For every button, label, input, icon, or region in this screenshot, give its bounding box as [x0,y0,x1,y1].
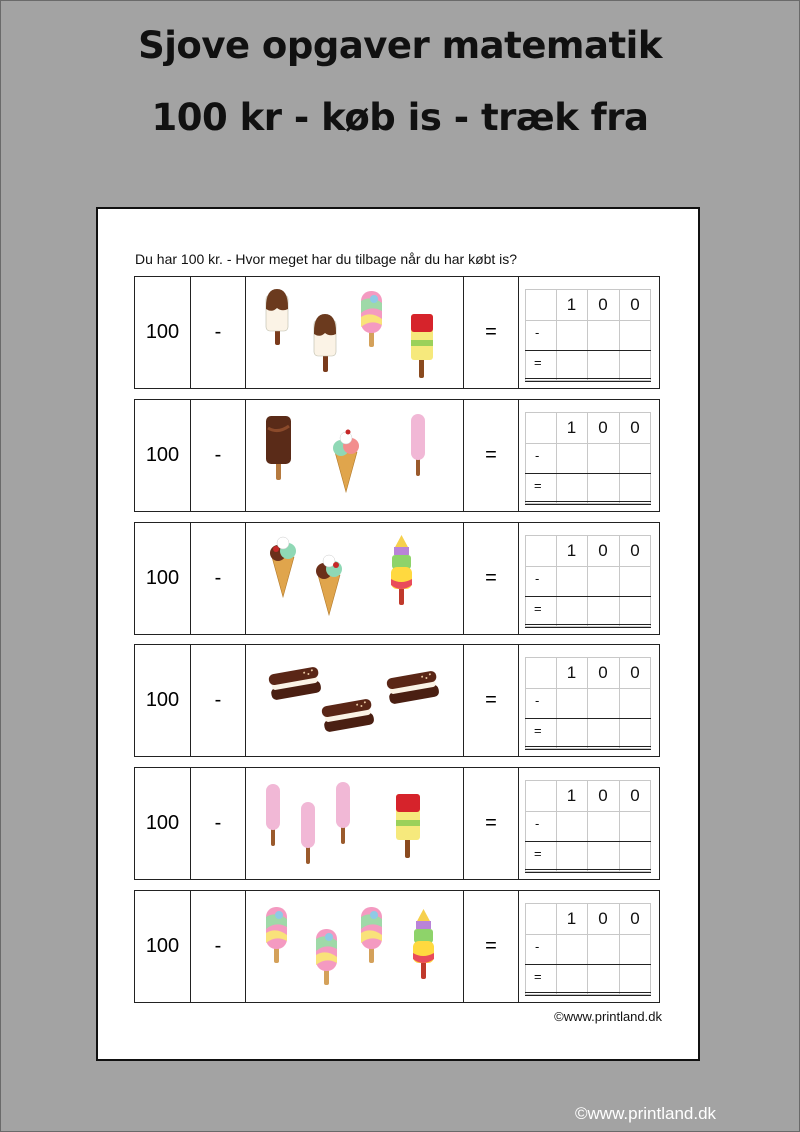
subtraction-grid [519,523,660,634]
rainbow-popsicle-icon [316,929,337,985]
ice-cream-sandwich-icon [321,698,375,732]
ice-cream-group [246,277,464,390]
minus-sign: - [191,645,246,756]
strawberry-lemon-popsicle-icon [411,314,433,378]
exercise-row [134,644,660,757]
grid-equals-sign: = [534,723,542,738]
start-amount: 100 [135,523,191,634]
equals-sign: = [464,277,519,388]
ones-digit: 0 [630,540,640,560]
start-amount: 100 [135,400,191,511]
ones-digit: 0 [630,908,640,928]
minus-sign: - [191,277,246,388]
pink-stick-popsicle-icon [411,414,425,476]
tens-digit: 0 [598,662,608,682]
subtraction-grid [519,645,660,756]
tens-digit: 0 [598,908,608,928]
subtraction-grid [519,768,660,879]
pink-stick-popsicle-icon [266,784,280,846]
subtraction-grid [519,277,660,388]
exercise-row [134,399,660,512]
exercise-row [134,767,660,880]
equals-sign: = [464,400,519,511]
grid-minus-sign: - [535,693,540,708]
ice-cream-pictures [246,645,464,756]
start-amount: 100 [135,768,191,879]
grid-equals-sign: = [534,846,542,861]
tens-digit: 0 [598,294,608,314]
equals-sign: = [464,645,519,756]
grid-equals-sign: = [534,355,542,370]
exercise-row [134,890,660,1003]
start-amount: 100 [135,277,191,388]
ice-cream-pictures [246,400,464,511]
choc-dipped-popsicle-icon [314,314,336,372]
equals-sign: = [464,891,519,1002]
choc-dipped-popsicle-icon [266,289,288,345]
grid-equals-sign: = [534,969,542,984]
tens-digit: 0 [598,417,608,437]
minus-sign: - [191,891,246,1002]
rainbow-popsicle-icon [266,907,287,963]
grid-minus-sign: - [535,816,540,831]
grid-minus-sign: - [535,325,540,340]
ones-digit: 0 [630,417,640,437]
ice-cream-pictures [246,277,464,388]
start-amount: 100 [135,891,191,1002]
hundreds-digit: 1 [566,417,577,437]
ice-cream-pictures [246,768,464,879]
minus-sign: - [191,523,246,634]
page-subtitle: 100 kr - køb is - træk fra [151,96,649,139]
grid-equals-sign: = [534,601,542,616]
rocket-popsicle-icon [413,909,434,979]
instruction-text: Du har 100 kr. - Hvor meget har du tilbage når du har købt is? [135,251,518,267]
ice-cream-group [246,523,464,636]
grid-minus-sign: - [535,939,540,954]
ones-digit: 0 [630,662,640,682]
tens-digit: 0 [598,540,608,560]
minus-sign: - [191,768,246,879]
ice-cream-group [246,768,464,881]
worksheet [96,207,700,1061]
grid-equals-sign: = [534,478,542,493]
subtraction-grid [519,891,660,1002]
rainbow-popsicle-icon [361,907,382,963]
hundreds-digit: 1 [566,908,577,928]
ones-digit: 0 [630,785,640,805]
ice-cream-sandwich-icon [268,666,322,700]
ice-cream-group [246,891,464,1004]
exercise-row [134,522,660,635]
pink-stick-popsicle-icon [336,782,350,844]
ones-digit: 0 [630,294,640,314]
ice-cream-pictures [246,891,464,1002]
hundreds-digit: 1 [566,540,577,560]
hundreds-digit: 1 [566,662,577,682]
grid-minus-sign: - [535,571,540,586]
rocket-popsicle-icon [391,535,412,605]
exercise-row [134,276,660,389]
ice-cream-pictures [246,523,464,634]
page-title: Sjove opgaver matematik [138,24,662,67]
rainbow-popsicle-icon [361,291,382,347]
chocolate-bar-popsicle-icon [266,416,291,480]
equals-sign: = [464,523,519,634]
strawberry-lemon-popsicle-icon [396,794,420,858]
watermark-copyright: ©www.printland.dk [575,1104,717,1123]
equals-sign: = [464,768,519,879]
ice-cream-cone-icon [270,537,296,597]
ice-cream-cone-icon [316,555,342,615]
start-amount: 100 [135,645,191,756]
grid-minus-sign: - [535,448,540,463]
minus-sign: - [191,400,246,511]
hundreds-digit: 1 [566,785,577,805]
pink-stick-popsicle-icon [301,802,315,864]
ice-cream-group [246,400,464,513]
subtraction-grid [519,400,660,511]
hundreds-digit: 1 [566,294,577,314]
tens-digit: 0 [598,785,608,805]
copyright-notice: ©www.printland.dk [554,1009,662,1024]
ice-cream-sandwich-icon [386,670,440,704]
ice-cream-group [246,645,464,758]
ice-cream-cone-icon [333,430,359,493]
